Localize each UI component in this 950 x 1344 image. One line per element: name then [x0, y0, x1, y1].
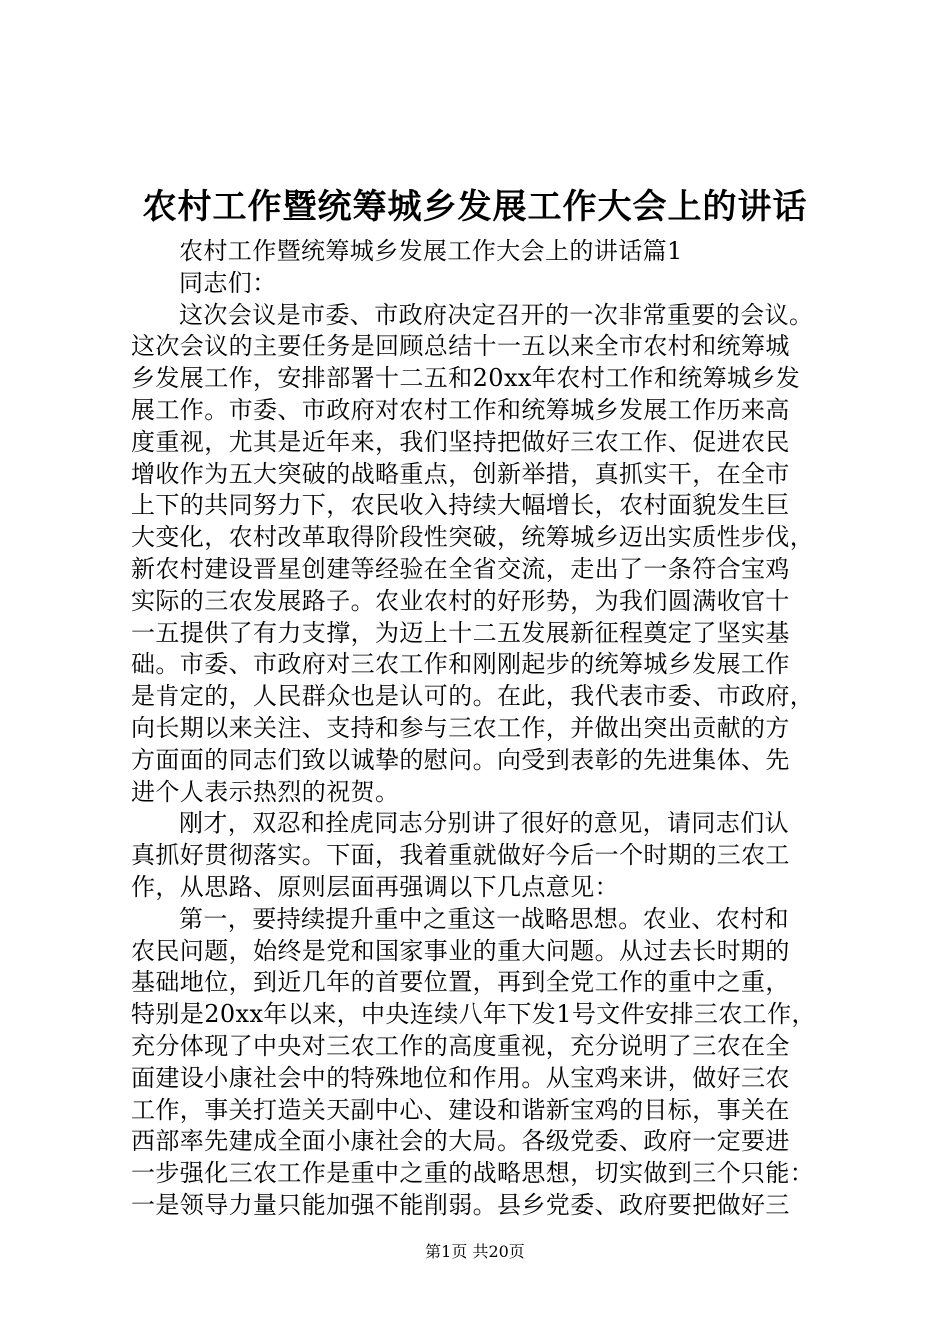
paragraph-line: 农民问题，始终是党和国家事业的重大问题。从过去长时期的	[131, 936, 790, 965]
paragraph-line: 一是领导力量只能加强不能削弱。县乡党委、政府要把做好三	[131, 1190, 790, 1219]
paragraph-line: 西部率先建成全面小康社会的大局。各级党委、政府一定要进	[131, 1127, 790, 1156]
paragraph-line: 这次会议的主要任务是回顾总结十一五以来全市农村和统筹城	[131, 332, 790, 361]
paragraph-line: 进个人表示热烈的祝贺。	[131, 777, 400, 806]
paragraph-line: 础。市委、市政府对三农工作和刚刚起步的统筹城乡发展工作	[131, 650, 790, 679]
paragraph-line: 上下的共同努力下，农民收入持续大幅增长，农村面貌发生巨	[131, 491, 790, 520]
paragraph-line: 是肯定的，人民群众也是认可的。在此，我代表市委、市政府，	[131, 682, 815, 711]
paragraph-line: 充分体现了中央对三农工作的高度重视，充分说明了三农在全	[131, 1031, 790, 1060]
paragraph-line: 增收作为五大突破的战略重点，创新举措，真抓实干，在全市	[131, 459, 790, 488]
paragraph-line: 方面面的同志们致以诚挚的慰问。向受到表彰的先进集体、先	[131, 745, 790, 774]
paragraph-line: 新农村建设晋星创建等经验在全省交流，走出了一条符合宝鸡	[131, 554, 790, 583]
subtitle-line: 农村工作暨统筹城乡发展工作大会上的讲话篇1	[179, 237, 683, 265]
paragraph-line: 特别是20xx年以来，中央连续八年下发1号文件安排三农工作，	[131, 1000, 816, 1029]
paragraph-line: 刚才，双忍和拴虎同志分别讲了很好的意见，请同志们认	[179, 809, 789, 838]
paragraph-line: 面建设小康社会中的特殊地位和作用。从宝鸡来讲，做好三农	[131, 1063, 790, 1092]
document-title: 农村工作暨统筹城乡发展工作大会上的讲话	[142, 187, 808, 227]
paragraph-line: 第一，要持续提升重中之重这一战略思想。农业、农村和	[179, 904, 789, 933]
paragraph-line: 工作，事关打造关天副中心、建设和谐新宝鸡的目标，事关在	[131, 1095, 790, 1124]
document-body	[131, 236, 831, 1222]
paragraph-line: 基础地位，到近几年的首要位置，再到全党工作的重中之重，	[131, 968, 790, 997]
paragraph-line: 向长期以来关注、支持和参与三农工作，并做出突出贡献的方	[131, 713, 790, 742]
paragraph-line: 一五提供了有力支撑，为迈上十二五发展新征程奠定了坚实基	[131, 618, 790, 647]
paragraph-line: 这次会议是市委、市政府决定召开的一次非常重要的会议。	[179, 300, 814, 329]
paragraph-line: 乡发展工作，安排部署十二五和20xx年农村工作和统筹城乡发	[131, 364, 801, 393]
paragraph-line: 作，从思路、原则层面再强调以下几点意见：	[131, 872, 619, 901]
page-number-footer: 第1页 共20页	[425, 1242, 525, 1261]
paragraph-line: 实际的三农发展路子。农业农村的好形势，为我们圆满收官十	[131, 586, 790, 615]
paragraph-line: 大变化，农村改革取得阶段性突破，统筹城乡迈出实质性步伐，	[131, 523, 815, 552]
paragraph-line: 展工作。市委、市政府对农村工作和统筹城乡发展工作历来高	[131, 395, 790, 424]
paragraph-line: 度重视，尤其是近年来，我们坚持把做好三农工作、促进农民	[131, 427, 790, 456]
paragraph-line: 一步强化三农工作是重中之重的战略思想，切实做到三个只能：	[131, 1159, 815, 1188]
salutation-line: 同志们：	[179, 268, 277, 297]
paragraph-line: 真抓好贯彻落实。下面，我着重就做好今后一个时期的三农工	[131, 841, 790, 870]
